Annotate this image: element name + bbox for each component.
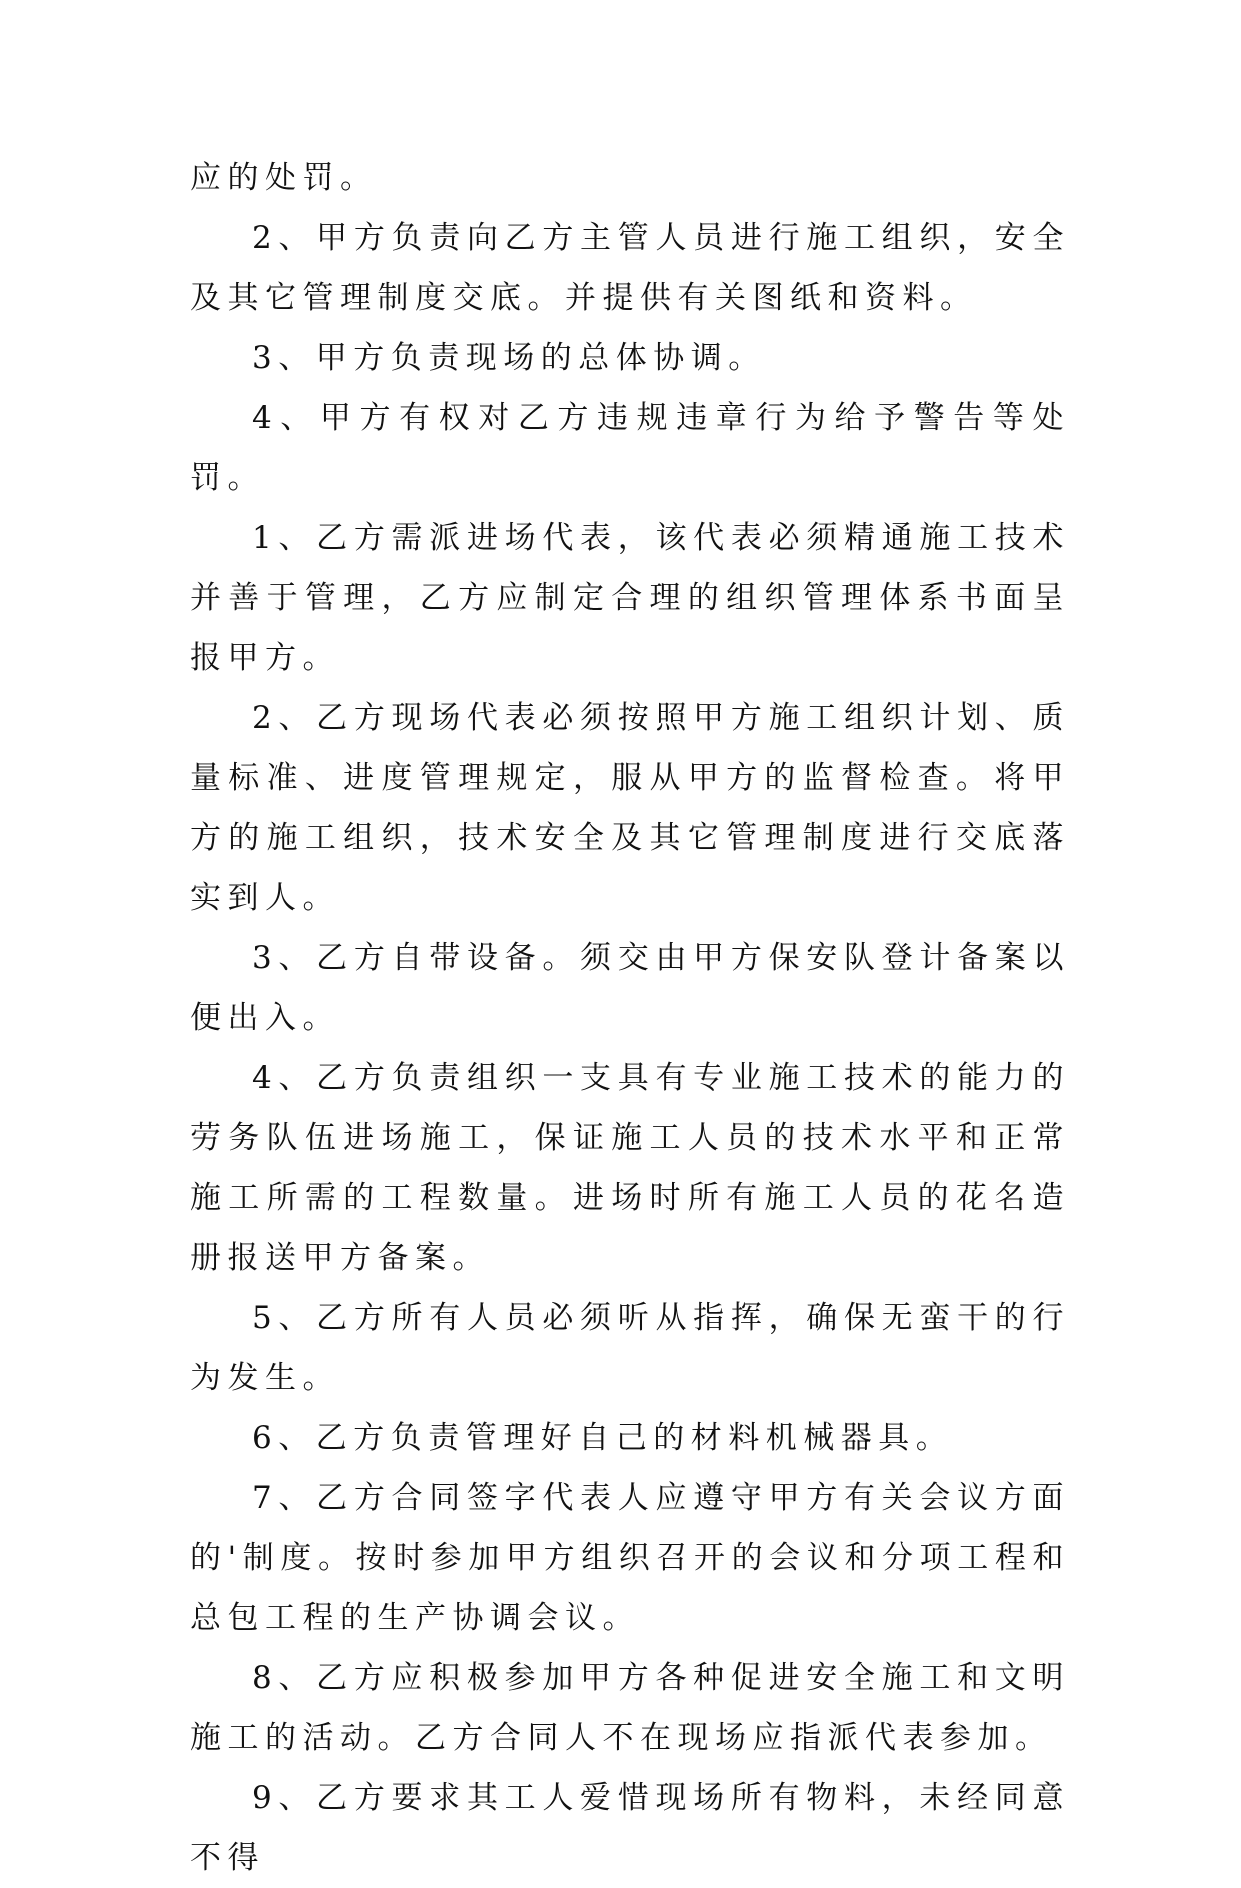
paragraph-party-b-7: 7、乙方合同签字代表人应遵守甲方有关会议方面的'制度。按时参加甲方组织召开的会议和分项工程和总包工程的生产协调会议。 (190, 1480, 1070, 1636)
paragraph-continuation: 应的处罚。 (190, 160, 378, 196)
paragraph-party-a-3: 3、甲方负责现场的总体协调。 (252, 340, 766, 376)
paragraph-party-b-1: 1、乙方需派进场代表，该代表必须精通施工技术并善于管理，乙方应制定合理的组织管理体系书面呈报甲方。 (190, 520, 1070, 676)
paragraph-party-a-4: 4、甲方有权对乙方违规违章行为给予警告等处罚。 (190, 400, 1070, 496)
paragraph-party-b-9: 9、乙方要求其工人爱惜现场所有物料，未经同意不得 (190, 1780, 1070, 1876)
paragraph-party-b-5: 5、乙方所有人员必须听从指挥，确保无蛮干的行为发生。 (190, 1300, 1070, 1396)
paragraph-party-b-2: 2、乙方现场代表必须按照甲方施工组织计划、质量标准、进度管理规定，服从甲方的监督检查。将甲方的施工组织，技术安全及其它管理制度进行交底落实到人。 (190, 700, 1070, 916)
paragraph-party-b-3: 3、乙方自带设备。须交由甲方保安队登计备案以便出入。 (190, 940, 1070, 1036)
paragraph-party-b-4: 4、乙方负责组织一支具有专业施工技术的能力的劳务队伍进场施工，保证施工人员的技术水平和正常施工所需的工程数量。进场时所有施工人员的花名造册报送甲方备案。 (190, 1060, 1070, 1276)
paragraph-party-a-2: 2、甲方负责向乙方主管人员进行施工组织，安全及其它管理制度交底。并提供有关图纸和资料。 (190, 220, 1070, 316)
paragraph-party-b-6: 6、乙方负责管理好自己的材料机械器具。 (252, 1420, 954, 1456)
paragraph-party-b-8: 8、乙方应积极参加甲方各种促进安全施工和文明施工的活动。乙方合同人不在现场应指派代表参加。 (190, 1660, 1070, 1756)
document-page (190, 148, 1070, 1888)
